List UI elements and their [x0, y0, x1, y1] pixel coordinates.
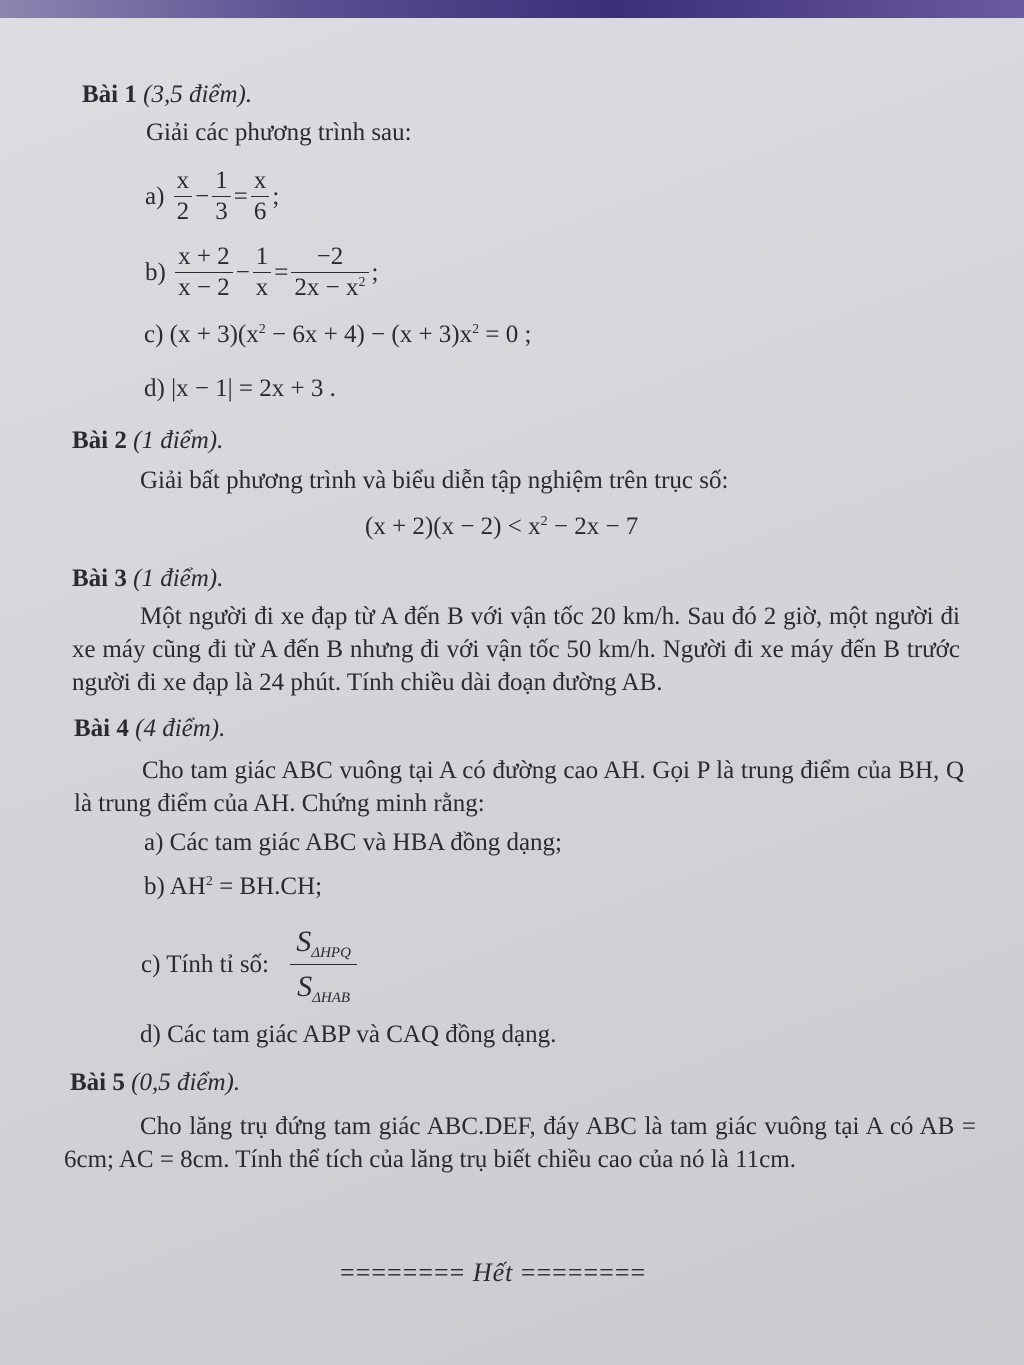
- area-ratio-fraction: $\frac{S_{\Delta HPQ}}{S_{\Delta HAB}}$: [290, 922, 357, 1007]
- bai3-heading: Bài 3 (1 điểm).: [72, 565, 224, 592]
- fraction: $\frac{1}{3}$: [212, 166, 231, 227]
- fraction: $\frac{x}{6}$: [251, 166, 270, 227]
- bai1-eq-d: d) |x − 1| = 2x + 3 .: [144, 375, 336, 402]
- bai4-item-a: a) Các tam giác ABC và HBA đồng dạng;: [144, 829, 562, 856]
- exam-page: [0, 18, 1024, 1365]
- fraction: $\frac{-2}{2x - x^2}$: [291, 242, 368, 303]
- bai1-intro: Giải các phương trình sau:: [146, 119, 412, 146]
- bai4-item-c: c) Tính tỉ số: $\frac{S_{\Delta HPQ}}{S_{\Delta HAB}}$: [140, 922, 357, 1007]
- bai2-inequality: $(x + 2)(x - 2) < x^2 - 2x - 7$: [365, 513, 639, 540]
- fraction: $\frac{1}{x}$: [253, 242, 272, 303]
- bai3-text: Một người đi xe đạp từ A đến B với vận tốc 20 km/h. Sau đó 2 giờ, một người đi xe máy cũng đi từ A đến B nhưng đi với vận tốc 50 km/h. Người đi xe máy đến B trước người đi xe đạp là 24 phút. Tính chiều dài đoạn đường AB.: [72, 603, 960, 696]
- bai5-text: Cho lăng trụ đứng tam giác ABC.DEF, đáy ABC là tam giác vuông tại A có AB = 6cm; AC = 8cm. Tính thể tích của lăng trụ biết chiều cao của nó là 11cm.: [64, 1113, 976, 1173]
- bai2-intro: Giải bất phương trình và biểu diễn tập nghiệm trên trục số:: [140, 467, 729, 494]
- fraction: $\frac{x + 2}{x - 2}$: [175, 242, 233, 303]
- bai4-heading: Bài 4 (4 điểm).: [74, 715, 226, 742]
- exam-end-mark: ======== Hết ========: [340, 1258, 647, 1287]
- bai1-eq-b: b) $\frac{x + 2}{x - 2}$ − $\frac{1}{x}$ = $\frac{-2}{2x - x^2}$ ;: [145, 243, 379, 301]
- bai4-text: Cho tam giác ABC vuông tại A có đường cao AH. Gọi P là trung điểm của BH, Q là trung điểm của AH. Chứng minh rằng:: [74, 757, 964, 817]
- bai5-heading: Bài 5 (0,5 điểm).: [70, 1069, 241, 1096]
- photo-edge-band: [0, 0, 1024, 18]
- bai4-item-d: d) Các tam giác ABP và CAQ đồng dạng.: [140, 1021, 557, 1048]
- bai4-item-b: b) $AH^2 = BH.CH$;: [144, 873, 323, 900]
- bai1-heading: Bài 1 (3,5 điểm).: [82, 81, 253, 108]
- bai1-eq-c: c) $(x + 3)(x^2 - 6x + 4) - (x + 3)x^2 = 0$ ;: [144, 321, 532, 348]
- bai1-eq-a: a) $\frac{x}{2}$ − $\frac{1}{3}$ = $\frac{x}{6}$ ;: [145, 167, 280, 225]
- bai2-heading: Bài 2 (1 điểm).: [72, 427, 224, 454]
- fraction: $\frac{x}{2}$: [174, 166, 193, 227]
